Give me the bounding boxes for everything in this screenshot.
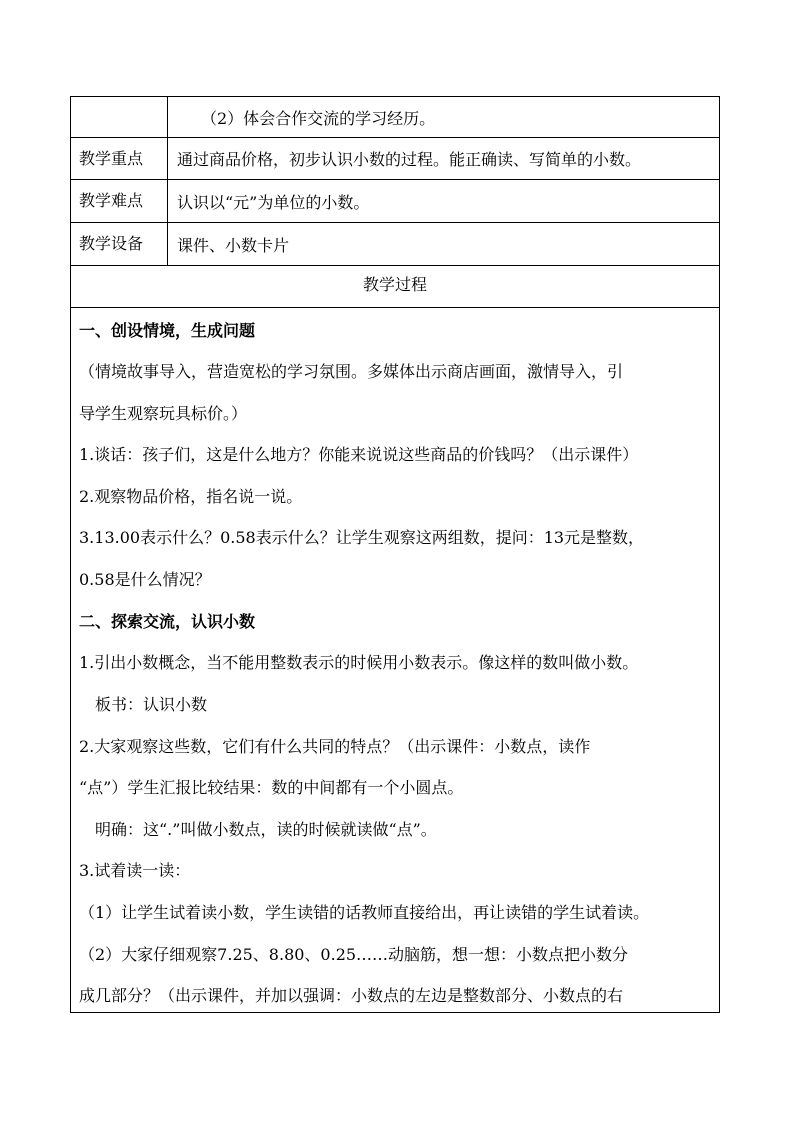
- paragraph-line: 2.大家观察这些数，它们有什么共同的特点？（出示课件：小数点，读作: [79, 737, 591, 756]
- paragraph-line: （2）大家仔细观察7.25、8.80、0.25……动脑筋，想一想：小数点把小数分: [79, 945, 629, 964]
- row-label: 教学难点: [71, 180, 168, 222]
- table-row-goal: [71, 97, 719, 138]
- paragraph-line: 板书：认识小数: [95, 695, 208, 714]
- row-label: [71, 97, 168, 137]
- paragraph-line: 1.引出小数概念，当不能用整数表示的时候用小数表示。像这样的数叫做小数。: [79, 653, 639, 672]
- paragraph-line: 0.58是什么情况？: [79, 570, 211, 589]
- paragraph-line: （1）让学生试着读小数，学生读错的话教师直接给出，再让读错的学生试着读。: [79, 903, 650, 922]
- table-row-difficulties: [71, 180, 719, 223]
- table-row-equipment: [71, 223, 719, 266]
- lesson-plan-table: [70, 96, 720, 1013]
- paragraph-line: 1.谈话：孩子们，这是什么地方？你能来说说这些商品的价钱吗？（出示课件）: [79, 445, 639, 464]
- paragraph-line: 2.观察物品价格，指名说一说。: [79, 487, 303, 506]
- paragraph-line: 3.试着读一读：: [79, 861, 191, 880]
- row-value: （2）体会合作交流的学习经历。: [201, 108, 436, 128]
- row-value: 通过商品价格，初步认识小数的过程。能正确读、写简单的小数。: [177, 150, 642, 169]
- process-header: 教学过程: [71, 266, 719, 308]
- section-title: 二、探索交流，认识小数: [79, 612, 256, 631]
- table-row-key-points: [71, 138, 719, 180]
- paragraph-line: 明确：这“.”叫做小数点，读的时候就读做“点”。: [95, 820, 437, 839]
- row-value: 认识以“元”为单位的小数。: [177, 192, 370, 212]
- row-label: 教学重点: [71, 138, 168, 179]
- paragraph-line: （情境故事导入，营造宽松的学习氛围。多媒体出示商店画面，激情导入，引: [79, 362, 624, 381]
- paragraph-line: “点”）学生汇报比较结果：数的中间都有一个小圆点。: [79, 778, 464, 797]
- row-label: 教学设备: [71, 223, 168, 265]
- paragraph-line: 导学生观察玩具标价。）: [79, 404, 248, 423]
- section-title: 一、创设情境，生成问题: [79, 321, 256, 340]
- paragraph-line: 成几部分？（出示课件，并加以强调：小数点的左边是整数部分、小数点的右: [79, 986, 624, 1005]
- paragraph-line: 3.13.00表示什么？0.58表示什么？让学生观察这两组数，提问：13元是整数，: [79, 528, 645, 547]
- row-value: 课件、小数卡片: [177, 235, 290, 255]
